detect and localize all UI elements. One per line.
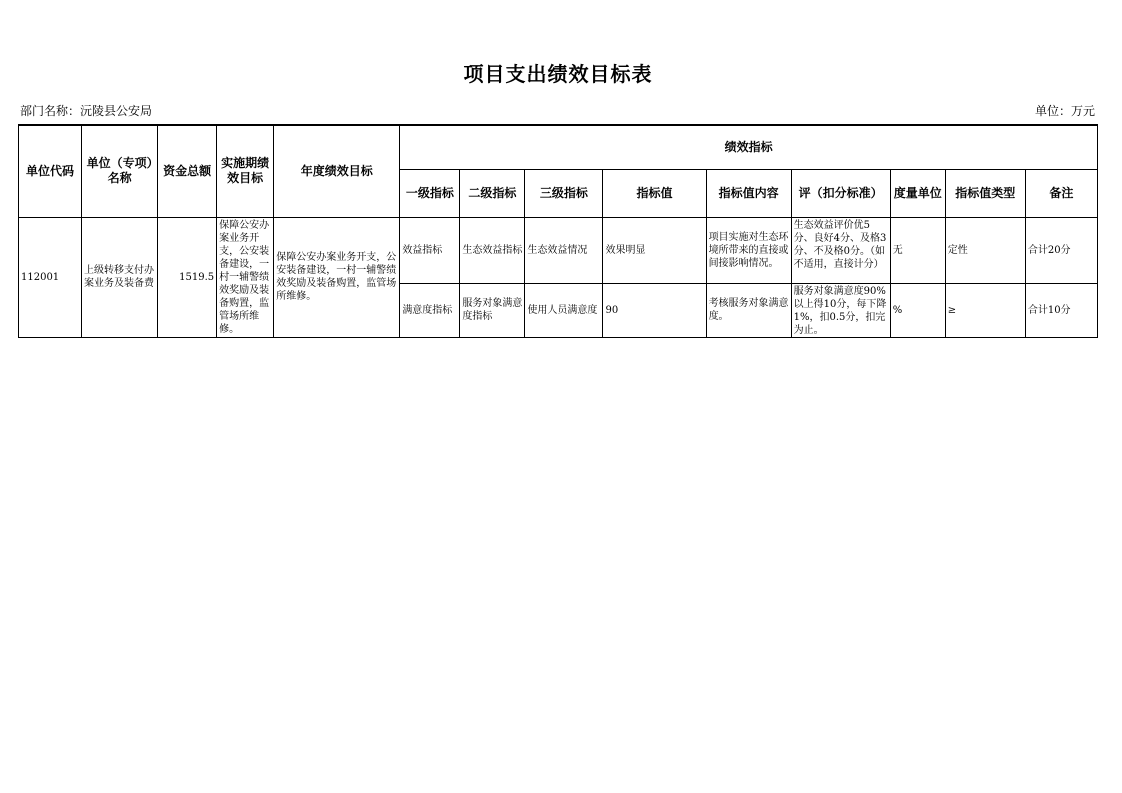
cell-scoring: 服务对象满意度90%以上得10分，每下降1%，扣0.5分，扣完为止。 xyxy=(791,283,890,337)
cell-value-type: ≥ xyxy=(945,283,1025,337)
page-title: 项目支出绩效目标表 xyxy=(463,62,653,86)
header-impl-goal: 实施期绩效目标 xyxy=(217,125,274,217)
cell-remarks: 合计10分 xyxy=(1025,283,1097,337)
cell-level2: 服务对象满意度指标 xyxy=(460,283,525,337)
cell-value-content: 项目实施对生态环境所带来的直接或间接影响情况。 xyxy=(706,217,791,283)
table-row xyxy=(19,217,1098,283)
cell-remarks: 合计20分 xyxy=(1025,217,1097,283)
cell-level3: 使用人员满意度 xyxy=(525,283,603,337)
header-annual-goal: 年度绩效目标 xyxy=(274,125,400,217)
cell-annual-goal: 保障公安办案业务开支，公安装备建设，一村一辅警绩效奖励及装备购置，监管场所维修。 xyxy=(274,217,400,337)
cell-value: 90 xyxy=(603,283,706,337)
cell-impl-goal: 保障公安办案业务开支，公安装备建设，一村一辅警绩效奖励及装备购置，监管场所维修。 xyxy=(217,217,274,337)
cell-unit-code: 112001 xyxy=(19,217,82,337)
header-scoring: 评（扣分标准） xyxy=(791,169,890,217)
header-row-1 xyxy=(19,125,1098,169)
cell-measure-unit: % xyxy=(890,283,945,337)
cell-value-type: 定性 xyxy=(945,217,1025,283)
cell-level1: 满意度指标 xyxy=(400,283,460,337)
cell-value-content: 考核服务对象满意度。 xyxy=(706,283,791,337)
header-level2: 二级指标 xyxy=(460,169,525,217)
header-unit-name: 单位（专项）名称 xyxy=(82,125,158,217)
header-remarks: 备注 xyxy=(1025,169,1097,217)
header-level1: 一级指标 xyxy=(400,169,460,217)
cell-unit-name: 上级转移支付办案业务及装备费 xyxy=(82,217,158,337)
cell-level2: 生态效益指标 xyxy=(460,217,525,283)
cell-level1: 效益指标 xyxy=(400,217,460,283)
department-name: 部门名称：沅陵县公安局 xyxy=(20,104,153,118)
performance-target-table xyxy=(18,124,1098,338)
cell-level3: 生态效益情况 xyxy=(525,217,603,283)
cell-fund-total: 1519.5 xyxy=(158,217,217,337)
cell-value: 效果明显 xyxy=(603,217,706,283)
header-measure-unit: 度量单位 xyxy=(890,169,945,217)
currency-unit: 单位：万元 xyxy=(1034,104,1095,118)
cell-measure-unit: 无 xyxy=(890,217,945,283)
header-unit-code: 单位代码 xyxy=(19,125,82,217)
header-value-content: 指标值内容 xyxy=(706,169,791,217)
header-perf-indicators: 绩效指标 xyxy=(400,125,1098,169)
header-fund-total: 资金总额 xyxy=(158,125,217,217)
header-level3: 三级指标 xyxy=(525,169,603,217)
header-value-type: 指标值类型 xyxy=(945,169,1025,217)
cell-scoring: 生态效益评价优5分、良好4分、及格3分、不及格0分。（如不适用，直接计分） xyxy=(791,217,890,283)
header-value: 指标值 xyxy=(603,169,706,217)
